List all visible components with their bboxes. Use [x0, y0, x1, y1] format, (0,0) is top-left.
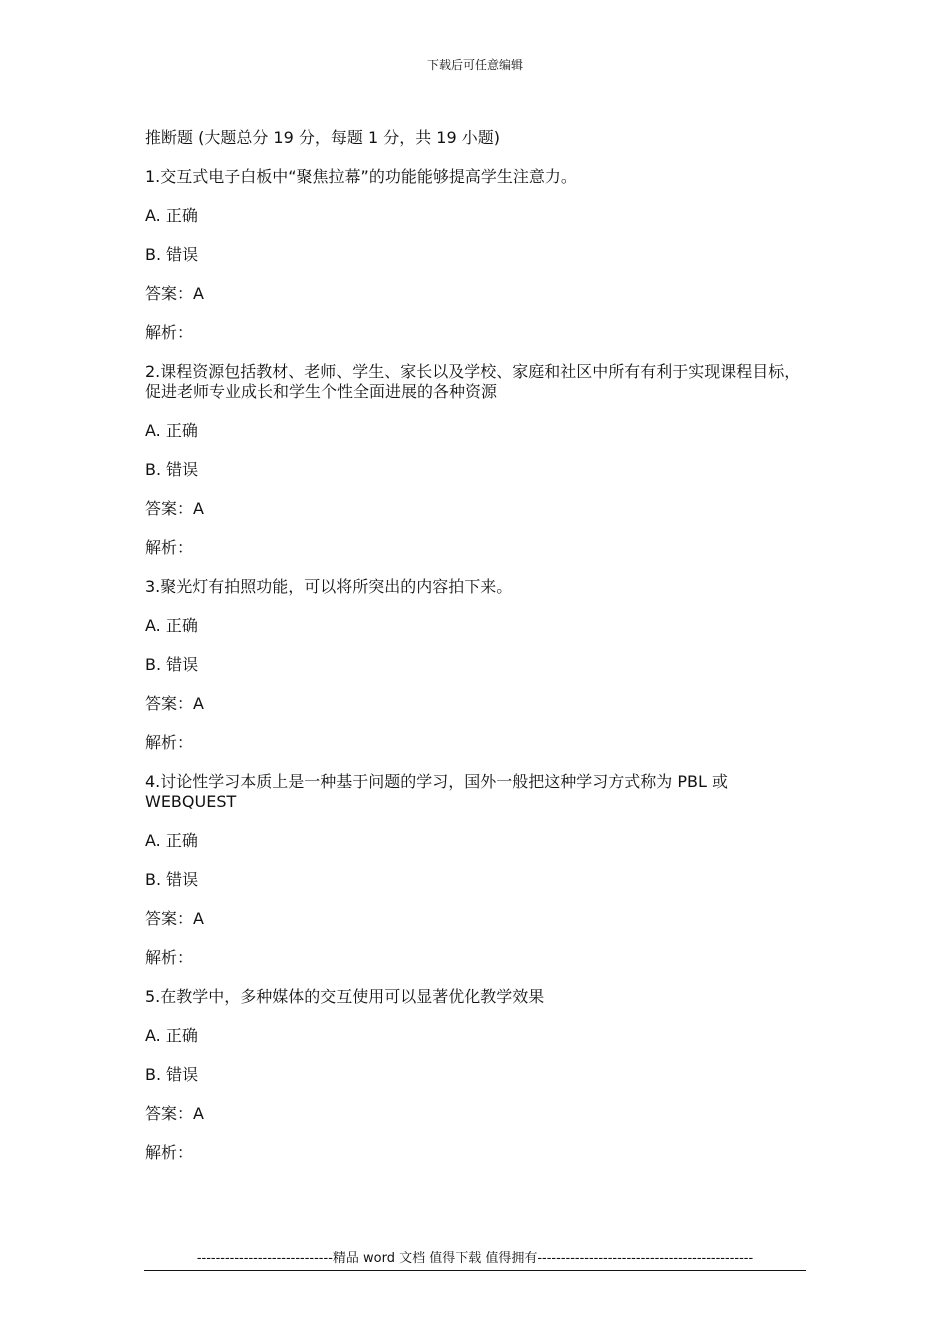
- analysis: 解析：: [145, 538, 194, 557]
- answer: 答案：A: [145, 909, 204, 928]
- page-header: 下载后可任意编辑: [426, 58, 523, 72]
- question-text: 3.聚光灯有拍照功能，可以将所突出的内容拍下来。: [145, 577, 513, 596]
- analysis: 解析：: [145, 1143, 194, 1162]
- analysis: 解析：: [145, 323, 194, 342]
- option-b: B. 错误: [145, 870, 199, 889]
- answer: 答案：A: [145, 1104, 204, 1123]
- question-5: [145, 987, 805, 1163]
- analysis: 解析：: [145, 948, 194, 967]
- question-1: [145, 167, 805, 343]
- question-text: 1.交互式电子白板中“聚焦拉幕”的功能能够提高学生注意力。: [145, 167, 577, 186]
- option-a: A. 正确: [145, 831, 198, 850]
- option-a: A. 正确: [145, 616, 198, 635]
- answer: 答案：A: [145, 284, 204, 303]
- page-footer: -----------------------------精品 word 文档 值得下载 值得拥有----------------------------------------------: [196, 1251, 754, 1266]
- option-b: B. 错误: [145, 245, 199, 264]
- question-text: 2.课程资源包括教材、老师、学生、家长以及学校、家庭和社区中所有有利于实现课程目标，促进老师专业成长和学生个性全面进展的各种资源: [145, 362, 801, 401]
- option-a: A. 正确: [145, 421, 198, 440]
- section-title: 推断题 (大题总分 19 分，每题 1 分，共 19 小题): [145, 128, 500, 147]
- question-3: [145, 577, 805, 753]
- option-a: A. 正确: [145, 1026, 198, 1045]
- option-a: A. 正确: [145, 206, 198, 225]
- document-body: [145, 128, 805, 1182]
- question-2: [145, 362, 805, 558]
- option-b: B. 错误: [145, 655, 199, 674]
- question-text: 5.在教学中，多种媒体的交互使用可以显著优化教学效果: [145, 987, 545, 1006]
- question-text: 4.讨论性学习本质上是一种基于问题的学习，国外一般把这种学习方式称为 PBL 或 WEBQUEST: [145, 772, 728, 811]
- question-4: [145, 772, 805, 968]
- option-b: B. 错误: [145, 460, 199, 479]
- footer-divider: [144, 1270, 806, 1271]
- answer: 答案：A: [145, 694, 204, 713]
- option-b: B. 错误: [145, 1065, 199, 1084]
- analysis: 解析：: [145, 733, 194, 752]
- answer: 答案：A: [145, 499, 204, 518]
